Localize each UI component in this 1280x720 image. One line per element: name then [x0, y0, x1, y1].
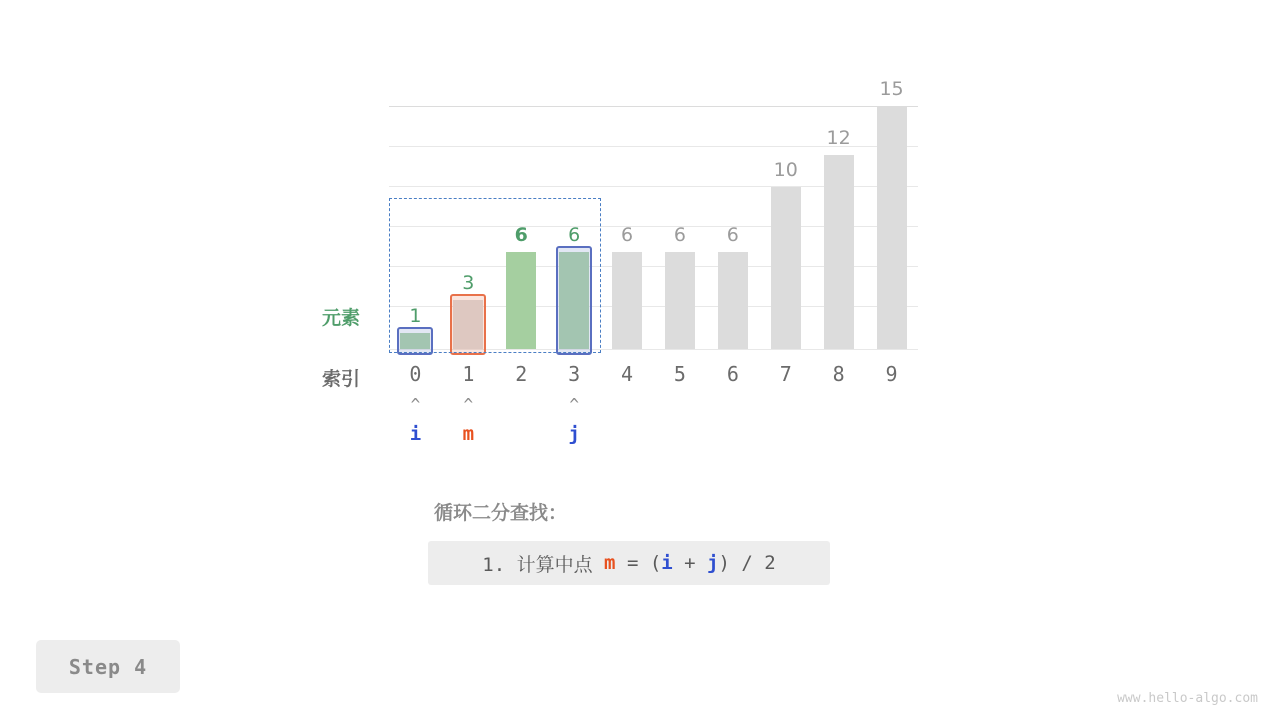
bar-value-label: 6 — [568, 223, 581, 246]
index-tick: 5 — [673, 362, 686, 386]
code-token-i: i — [661, 552, 673, 574]
pointer-label-m: m — [462, 423, 475, 445]
bar-slot — [812, 100, 865, 350]
code-token-j: j — [707, 552, 719, 574]
index-tick: 7 — [779, 362, 792, 386]
bar — [877, 106, 907, 349]
bar-value-label: 6 — [620, 223, 634, 246]
code-token-m: m — [604, 552, 616, 574]
bar-value-label: 6 — [514, 223, 528, 246]
index-tick: 4 — [621, 362, 634, 386]
code-eq: = ( — [615, 552, 662, 574]
bar-slot — [601, 100, 654, 350]
bar-value-label: 6 — [673, 223, 686, 246]
index-tick: 2 — [515, 362, 528, 386]
bar-value-label: 1 — [409, 304, 422, 327]
bar-value-label: 12 — [826, 126, 851, 149]
index-tick: 1 — [462, 362, 475, 386]
index-tick: 6 — [726, 362, 739, 386]
bar — [771, 187, 801, 349]
code-line-box — [428, 541, 830, 585]
code-prefix: 1. 计算中点 — [482, 553, 605, 576]
index-tick: 8 — [832, 362, 845, 386]
pointer-label-i: i — [409, 423, 422, 445]
index-tick: 3 — [568, 362, 581, 386]
pointer-caret-m: ^ — [463, 395, 474, 414]
bar-value-label: 10 — [773, 159, 798, 181]
bar — [718, 252, 748, 349]
code-plus: + — [672, 552, 708, 574]
bar-value-label: 6 — [726, 223, 739, 246]
caption-title: 循环二分查找： — [434, 502, 568, 524]
bar-slot — [865, 78, 918, 350]
pointer-caret-i: ^ — [410, 395, 421, 414]
index-tick: 9 — [885, 362, 898, 386]
bar-slot — [654, 100, 707, 350]
bar-value-label: 15 — [879, 78, 904, 100]
bar — [665, 252, 695, 349]
step-badge — [36, 640, 180, 693]
code-suffix: ) / 2 — [718, 552, 776, 574]
elements-axis-label: 元素 — [322, 307, 361, 329]
bar — [612, 252, 642, 349]
index-tick: 0 — [409, 362, 422, 386]
bar — [824, 155, 854, 349]
index-axis-label: 索引 — [322, 368, 361, 390]
step-badge-label: Step 4 — [68, 654, 148, 679]
bar-value-label: 3 — [462, 272, 475, 295]
index-tick-row — [389, 362, 918, 390]
bar-slot — [759, 100, 812, 350]
watermark: www.hello-algo.com — [1117, 691, 1258, 706]
pointer-caret-j: ^ — [569, 395, 579, 414]
pointer-label-j: j — [568, 423, 580, 445]
search-range-box — [389, 198, 601, 353]
code-line-text — [428, 541, 830, 585]
bar-slot — [706, 100, 759, 350]
